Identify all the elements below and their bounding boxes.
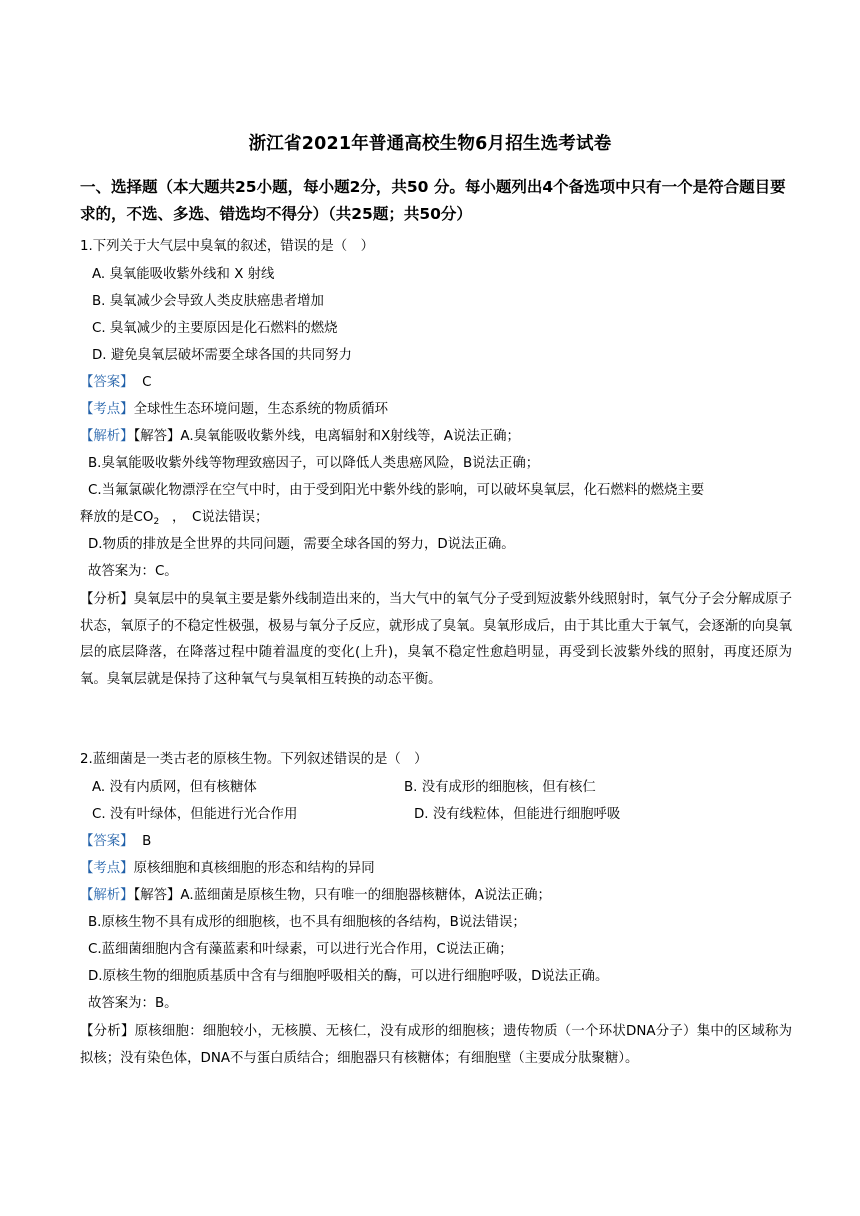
- answer-tag: 【答案】: [80, 834, 134, 849]
- q1-answer-value: C: [142, 375, 152, 390]
- q2-answer-row: [80, 833, 151, 851]
- q1-point-value: 全球性生态环境问题，生态系统的物质循环: [133, 402, 388, 417]
- explain-tag: 【解析】: [80, 888, 134, 903]
- q1-explain-first: 【解答】A.臭氧能吸收紫外线，电离辐射和X射线等，A说法正确；: [133, 429, 520, 444]
- q2-explain-d: D.原核生物的细胞质基质中含有与细胞呼吸相关的酶，可以进行细胞呼吸，D说法正确。: [88, 969, 609, 984]
- point-tag: 【考点】: [80, 402, 134, 417]
- q2-conclusion: 故答案为：B。: [88, 996, 178, 1011]
- q2-option-d: D. 没有线粒体，但能进行细胞呼吸: [414, 807, 621, 822]
- q1-co2-subscript: 2: [153, 517, 160, 527]
- q2-explain-b: B.原核生物不具有成形的细胞核，也不具有细胞核的各结构，B说法错误；: [88, 915, 526, 930]
- q2-option-b: B. 没有成形的细胞核，但有核仁: [404, 780, 596, 795]
- q1-explain-d: D.物质的排放是全世界的共同问题，需要全球各国的努力，D说法正确。: [88, 537, 515, 552]
- q1-explain-c-line2: [80, 509, 268, 531]
- q1-co2-text: 释放的是CO: [80, 510, 154, 525]
- q1-explain-c-line1: C.当氟氯碳化物漂浮在空气中时，由于受到阳光中紫外线的影响，可以破坏臭氧层，化石燃料的燃烧主要: [88, 483, 705, 498]
- q2-option-c: C. 没有叶绿体，但能进行光合作用: [92, 807, 298, 822]
- q1-explain-c-tail: ， C说法错误；: [171, 510, 269, 525]
- page-title: 浙江省2021年普通高校生物6月招生选考试卷: [248, 134, 612, 154]
- q1-analysis: 【分析】臭氧层中的臭氧主要是紫外线制造出来的，当大气中的氧气分子受到短波紫外线照射时，氧气分子会分解成原子状态，氧原子的不稳定性极强，极易与氧分子反应，就形成了臭氧。臭氧形成后，由于其比重大于氧气，会逐渐的向臭氧层的底层降落，在降落过程中随着温度的变化(上升)，臭氧不稳定性愈趋明显，再受到长波紫外线的照射，再度还原为氧。臭氧层就是保持了这种氧气与臭氧相互转换的动态平衡。: [80, 592, 792, 687]
- q2-point-row: [80, 860, 375, 878]
- q1-stem: 1.下列关于大气层中臭氧的叙述，错误的是（ ）: [80, 239, 374, 254]
- q2-stem: 2.蓝细菌是一类古老的原核生物。下列叙述错误的是（ ）: [80, 752, 428, 767]
- q1-option-b: B. 臭氧减少会导致人类皮肤癌患者增加: [92, 294, 324, 309]
- q1-point-row: [80, 401, 388, 419]
- q1-option-c: C. 臭氧减少的主要原因是化石燃料的燃烧: [92, 321, 338, 336]
- q1-explain-row: [80, 428, 520, 446]
- answer-tag: 【答案】: [80, 375, 134, 390]
- q1-option-a: A. 臭氧能吸收紫外线和 X 射线: [92, 267, 275, 282]
- q2-analysis: 【分析】原核细胞：细胞较小，无核膜、无核仁，没有成形的细胞核；遗传物质（一个环状DNA分子）集中的区域称为拟核；没有染色体，DNA不与蛋白质结合；细胞器只有核糖体；有细胞壁（主要成分肽聚糖）。: [80, 1024, 792, 1066]
- q1-answer-row: [80, 374, 151, 392]
- q2-explain-c: C.蓝细菌细胞内含有藻蓝素和叶绿素，可以进行光合作用，C说法正确；: [88, 942, 513, 957]
- section-heading: 一、选择题（本大题共25小题，每小题2分，共50 分。每小题列出4个备选项中只有一个是符合题目要求的，不选、多选、错选均不得分）（共25题；共50分）: [80, 178, 786, 223]
- q2-explain-row: [80, 887, 551, 905]
- explain-tag: 【解析】: [80, 429, 134, 444]
- q2-explain-first: 【解答】A.蓝细菌是原核生物，只有唯一的细胞器核糖体，A说法正确；: [133, 888, 551, 903]
- q2-point-value: 原核细胞和真核细胞的形态和结构的异同: [133, 861, 375, 876]
- q2-option-a: A. 没有内质网，但有核糖体: [92, 780, 257, 795]
- q2-answer-value: B: [142, 834, 152, 849]
- q1-conclusion: 故答案为：C。: [88, 564, 178, 579]
- point-tag: 【考点】: [80, 861, 134, 876]
- q1-explain-b: B.臭氧能吸收紫外线等物理致癌因子，可以降低人类患癌风险，B说法正确；: [88, 456, 540, 471]
- q1-option-d: D. 避免臭氧层破坏需要全球各国的共同努力: [92, 348, 352, 363]
